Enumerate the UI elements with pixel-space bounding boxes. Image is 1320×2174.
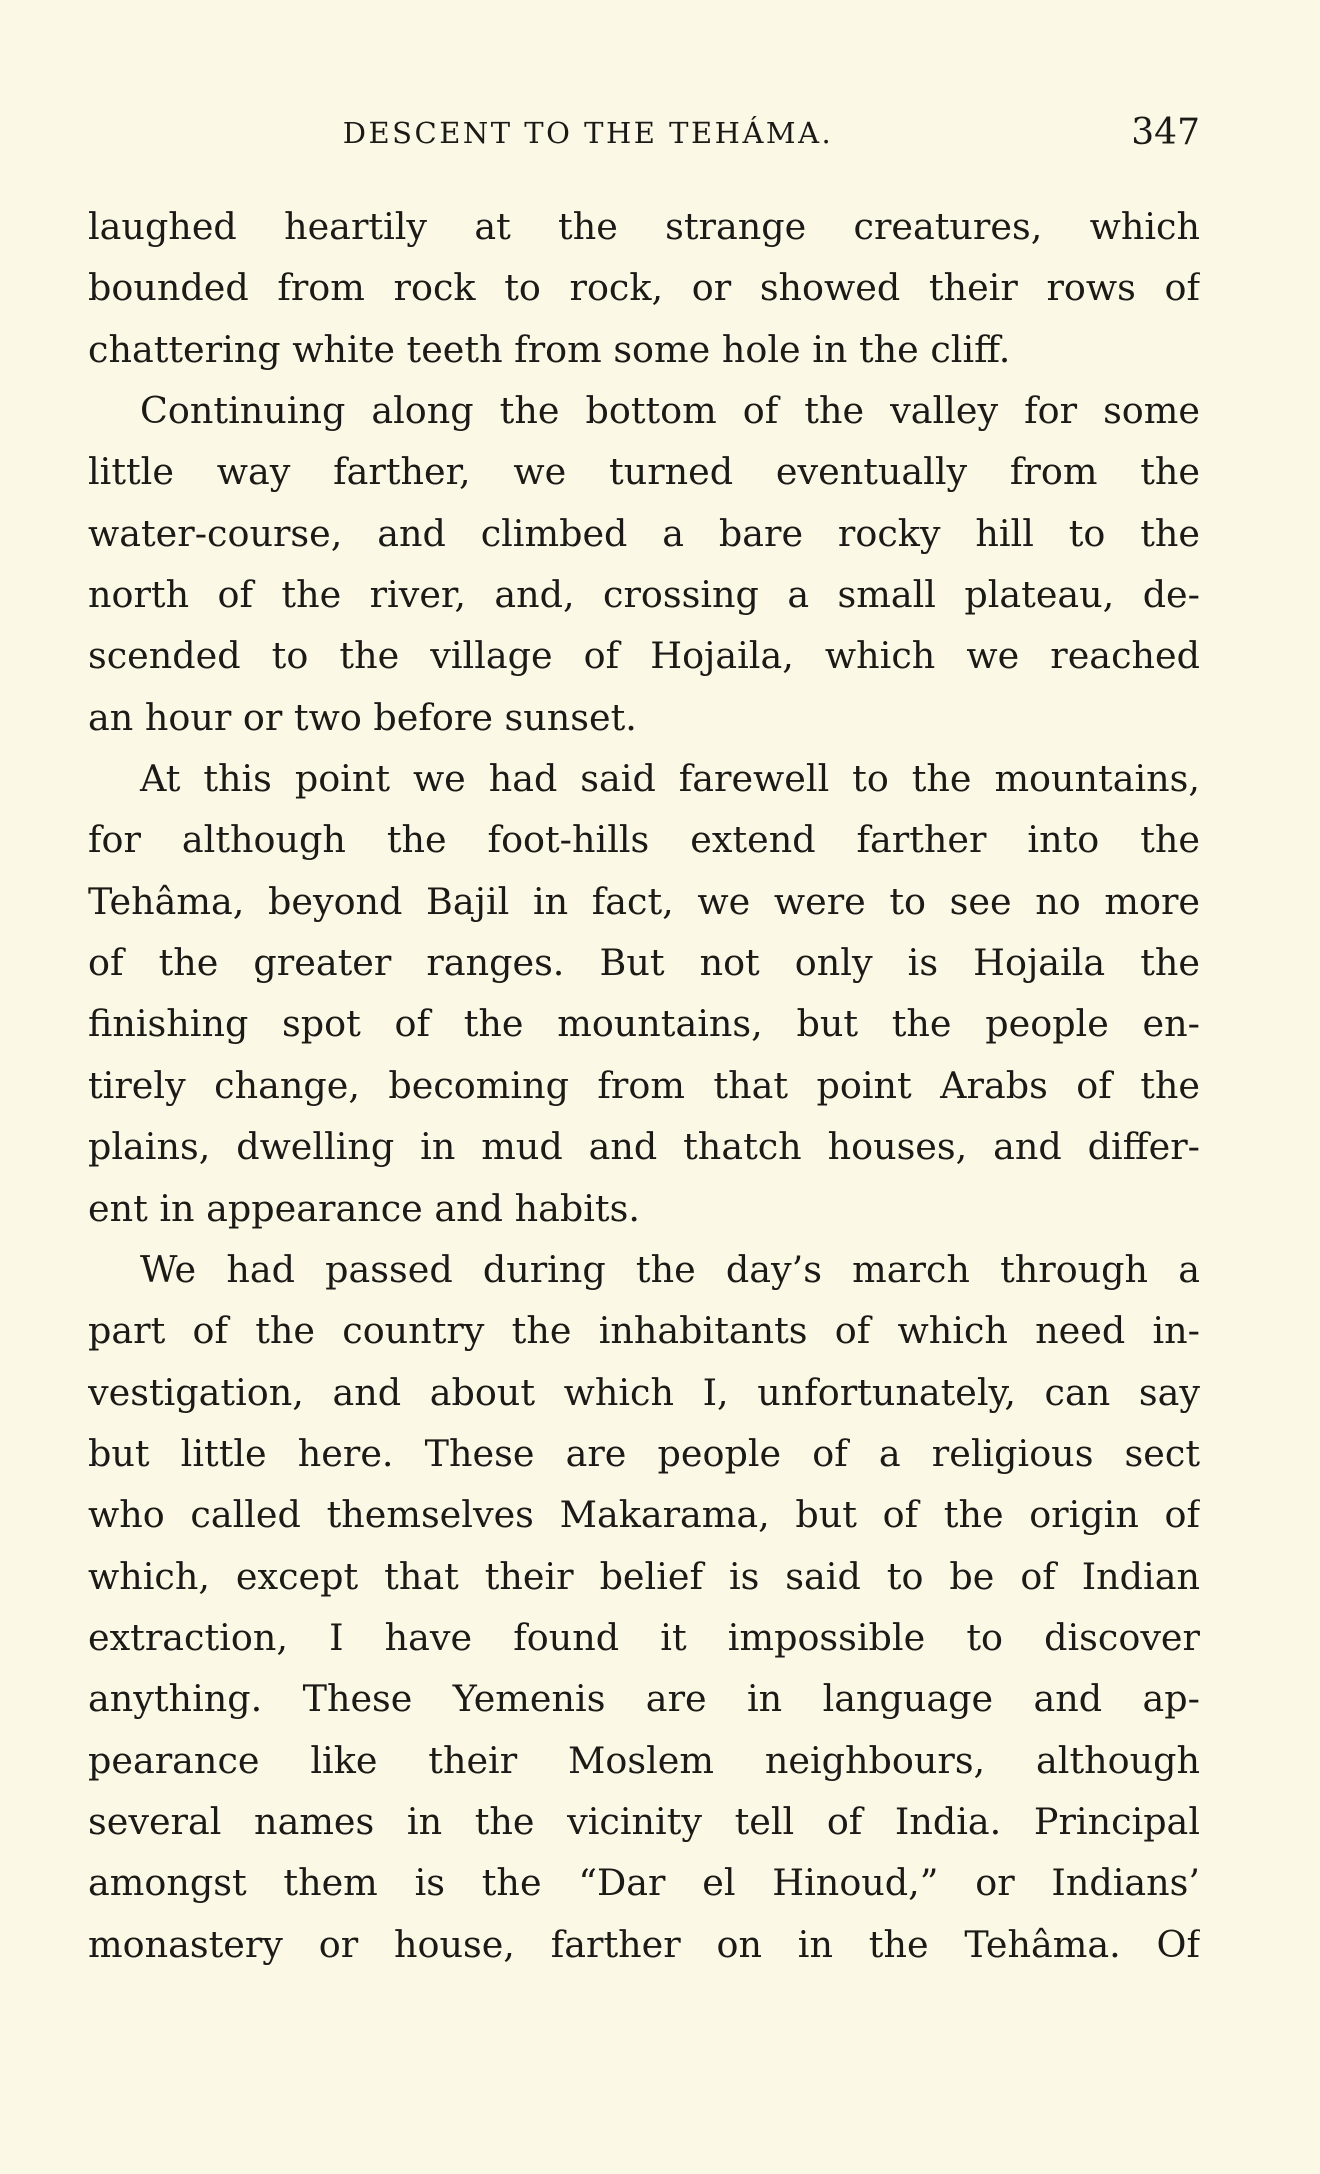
text-line: of the greater ranges. But not only is Hojaila the (88, 941, 1200, 985)
text-line: laughed heartily at the strange creatures, which (88, 205, 1200, 248)
page-number: 347 (1131, 112, 1200, 153)
text-line: finishing spot of the mountains, but the people en- (88, 1002, 1200, 1046)
text-line: water-course, and climbed a bare rocky hill to the (88, 511, 1200, 555)
text-line: little way farther, we turned eventually from the (88, 450, 1200, 494)
text-line: pearance like their Moslem neighbours, although (88, 1738, 1200, 1782)
text-line: Continuing along the bottom of the valley for some (140, 389, 1200, 433)
text-line: Tehâma, beyond Bajil in fact, we were to see no more (88, 879, 1200, 923)
text-line: extraction, I have found it impossible to discover (88, 1615, 1200, 1659)
text-line: but little here. These are people of a religious sect (88, 1431, 1200, 1475)
text-line: anything. These Yemenis are in language and ap- (88, 1677, 1200, 1721)
text-line: who called themselves Makarama, but of the origin of (88, 1493, 1200, 1537)
text-line: vestigation, and about which I, unfortunately, can say (88, 1370, 1200, 1414)
text-line: for although the foot-hills extend farther into the (88, 818, 1200, 862)
text-line: scended to the village of Hojaila, which we reached (88, 634, 1200, 678)
text-line: an hour or two before sunset. (88, 695, 637, 739)
text-line: which, except that their belief is said to be of Indian (88, 1554, 1200, 1598)
text-line: plains, dwelling in mud and thatch houses, and differ- (88, 1125, 1200, 1169)
text-line: part of the country the inhabitants of which need in- (88, 1309, 1200, 1353)
text-line: monastery or house, farther on in the Tehâma. Of (88, 1922, 1200, 1966)
running-head (88, 108, 1200, 158)
text-line: several names in the vicinity tell of India. Principal (88, 1799, 1200, 1843)
running-title: DESCENT TO THE TEHÁMA. (342, 116, 834, 150)
text-line: bounded from rock to rock, or showed their rows of (88, 266, 1200, 310)
text-line: north of the river, and, crossing a small plateau, de- (88, 573, 1200, 617)
text-line: tirely change, becoming from that point Arabs of the (88, 1063, 1200, 1107)
text-line: ent in appearance and habits. (88, 1186, 640, 1230)
text-line: We had passed during the day’s march through a (140, 1247, 1200, 1291)
body-text (88, 196, 1200, 1975)
text-line: amongst them is the “Dar el Hinoud,” or Indians’ (88, 1861, 1200, 1905)
text-line: At this point we had said farewell to the mountains, (140, 757, 1200, 801)
text-line: chattering white teeth from some hole in the cliff. (88, 327, 1011, 371)
